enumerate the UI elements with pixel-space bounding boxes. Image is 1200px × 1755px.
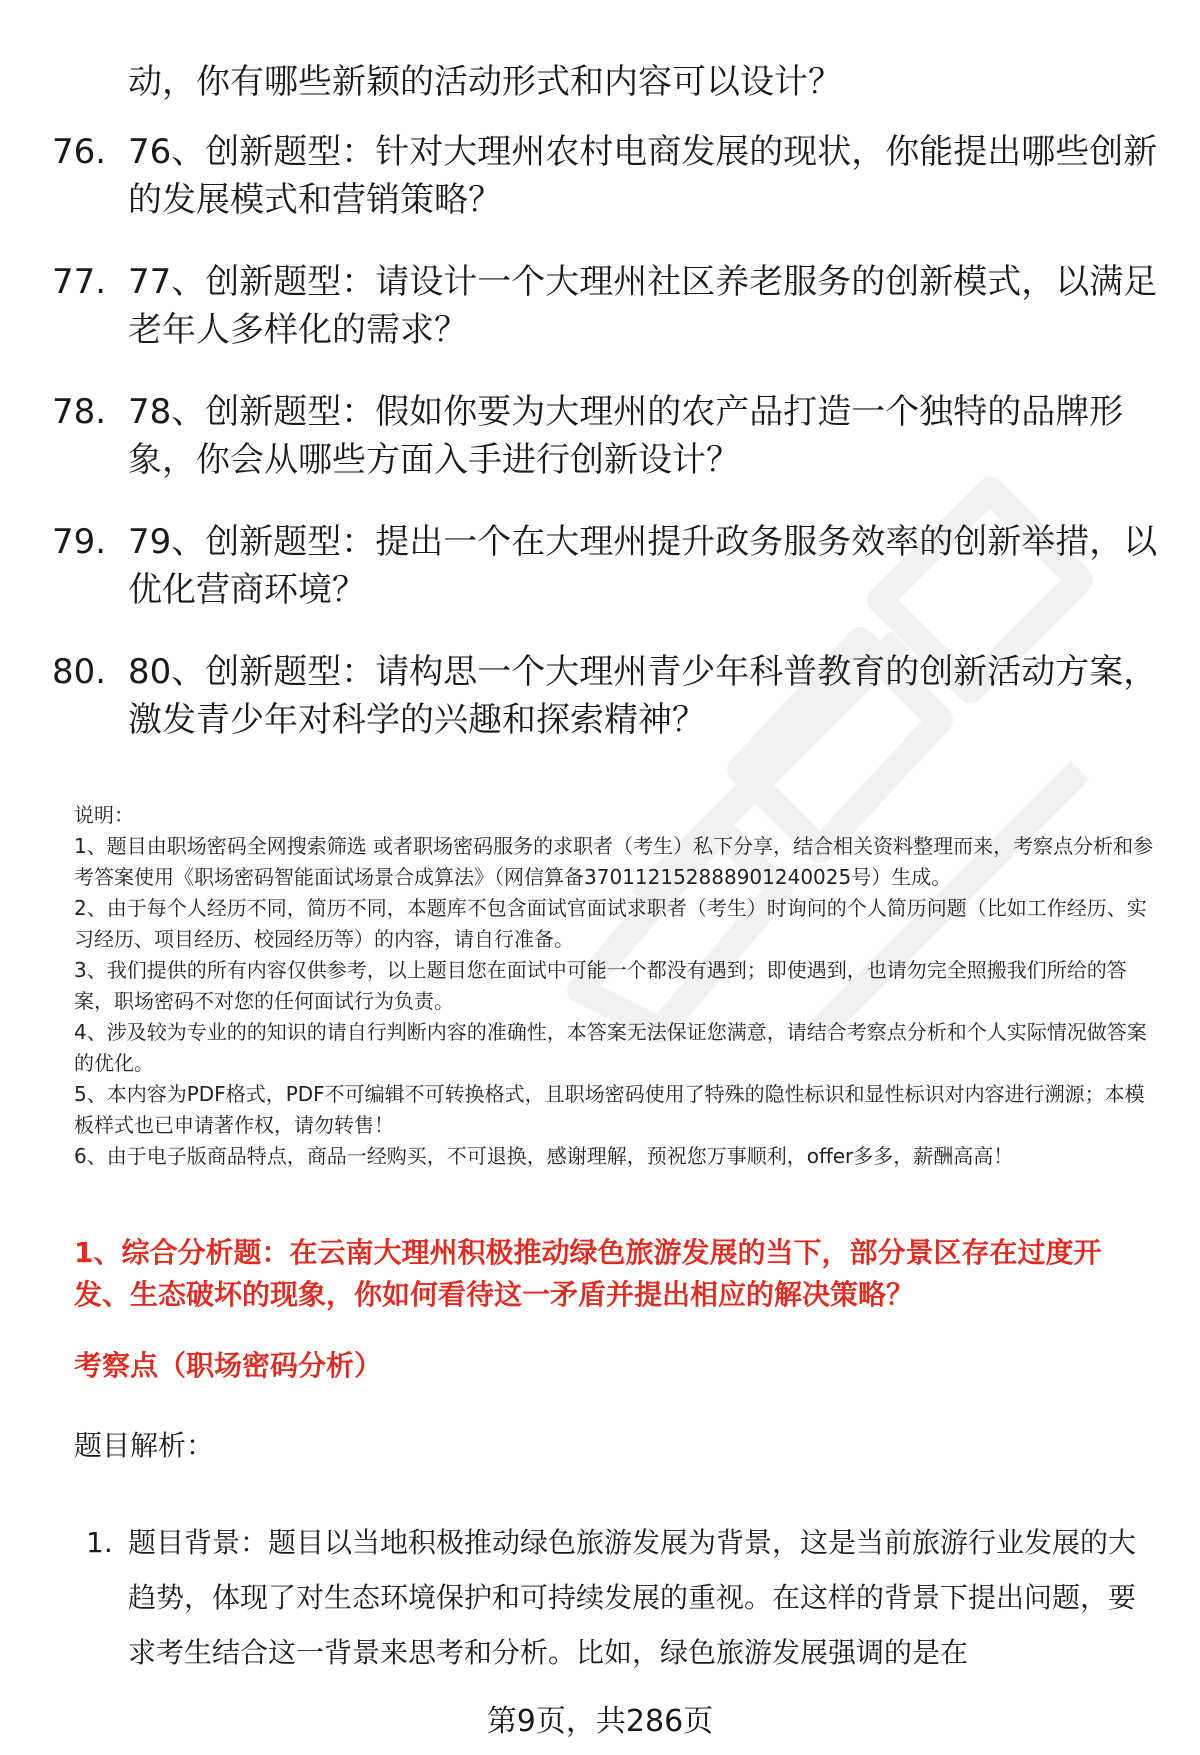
note-item: 5、本内容为PDF格式，PDF不可编辑不可转换格式，且职场密码使用了特殊的隐性标识和显性标识对内容进行溯源；本模板样式也已申请著作权，请勿转售！ bbox=[74, 1082, 1145, 1137]
exam-point-heading: 考察点（职场密码分析） bbox=[74, 1349, 383, 1382]
note-item: 4、涉及较为专业的的知识的请自行判断内容的准确性，本答案无法保证您满意，请结合考察点分析和个人实际情况做答案的优化。 bbox=[74, 1020, 1147, 1075]
question-text: 80、创新题型：请构思一个大理州青少年科普教育的创新活动方案，激发青少年对科学的兴趣和探索精神？ bbox=[128, 652, 1158, 740]
analysis-item-text: 题目背景：题目以当地积极推动绿色旅游发展为背景，这是当前旅游行业发展的大趋势，体现了对生态环境保护和可持续发展的重视。在这样的背景下提出问题，要求考生结合这一背景来思考和分析。比如，绿色旅游发展强调的是在 bbox=[128, 1526, 1137, 1669]
page-footer: 第9页，共286页 bbox=[486, 1704, 714, 1739]
note-item: 6、由于电子版商品特点，商品一经购买，不可退换，感谢理解，预祝您万事顺利，offer多多，薪酬高高！ bbox=[74, 1144, 1014, 1168]
question-item bbox=[0, 128, 1200, 258]
question-text: 76、创新题型：针对大理州农村电商发展的现状，你能提出哪些创新的发展模式和营销策略？ bbox=[128, 132, 1158, 220]
question-list bbox=[0, 128, 1200, 778]
question-number: 76. bbox=[52, 132, 107, 172]
question-item bbox=[0, 518, 1200, 648]
question-item bbox=[0, 258, 1200, 388]
question-number: 80. bbox=[52, 652, 107, 692]
question-item bbox=[0, 648, 1200, 778]
question-text: 78、创新题型：假如你要为大理州的农产品打造一个独特的品牌形象，你会从哪些方面入手进行创新设计？ bbox=[128, 392, 1124, 480]
notes-section bbox=[74, 800, 1164, 1172]
note-item: 3、我们提供的所有内容仅供参考，以上题目您在面试中可能一个都没有遇到；即使遇到，也请勿完全照搬我们所给的答案，职场密码不对您的任何面试行为负责。 bbox=[74, 958, 1127, 1013]
notes-title: 说明： bbox=[74, 803, 134, 827]
question-number: 79. bbox=[52, 522, 107, 562]
analysis-item-number: 1. bbox=[86, 1526, 113, 1559]
question-number: 78. bbox=[52, 392, 107, 432]
note-item: 2、由于每个人经历不同，简历不同，本题库不包含面试官面试求职者（考生）时询问的个人简历问题（比如工作经历、实习经历、项目经历、校园经历等）的内容，请自行准备。 bbox=[74, 896, 1147, 951]
note-item: 1、题目由职场密码全网搜索筛选 或者职场密码服务的求职者（考生）私下分享，结合相关资料整理而来，考察点分析和参考答案使用《职场密码智能面试场景合成算法》（网信算备370112152888901240025号）生成。 bbox=[74, 834, 1154, 889]
question-number: 77. bbox=[52, 262, 107, 302]
question-text: 79、创新题型：提出一个在大理州提升政务服务效率的创新举措，以优化营商环境？ bbox=[128, 522, 1158, 610]
question-text: 77、创新题型：请设计一个大理州社区养老服务的创新模式，以满足老年人多样化的需求？ bbox=[128, 262, 1158, 350]
question-continuation: 动，你有哪些新颖的活动形式和内容可以设计？ bbox=[128, 62, 842, 102]
highlight-question: 1、综合分析题：在云南大理州积极推动绿色旅游发展的当下，部分景区存在过度开发、生态破坏的现象，你如何看待这一矛盾并提出相应的解决策略？ bbox=[74, 1236, 1102, 1311]
analysis-heading: 题目解析： bbox=[74, 1429, 215, 1462]
question-item bbox=[0, 388, 1200, 518]
